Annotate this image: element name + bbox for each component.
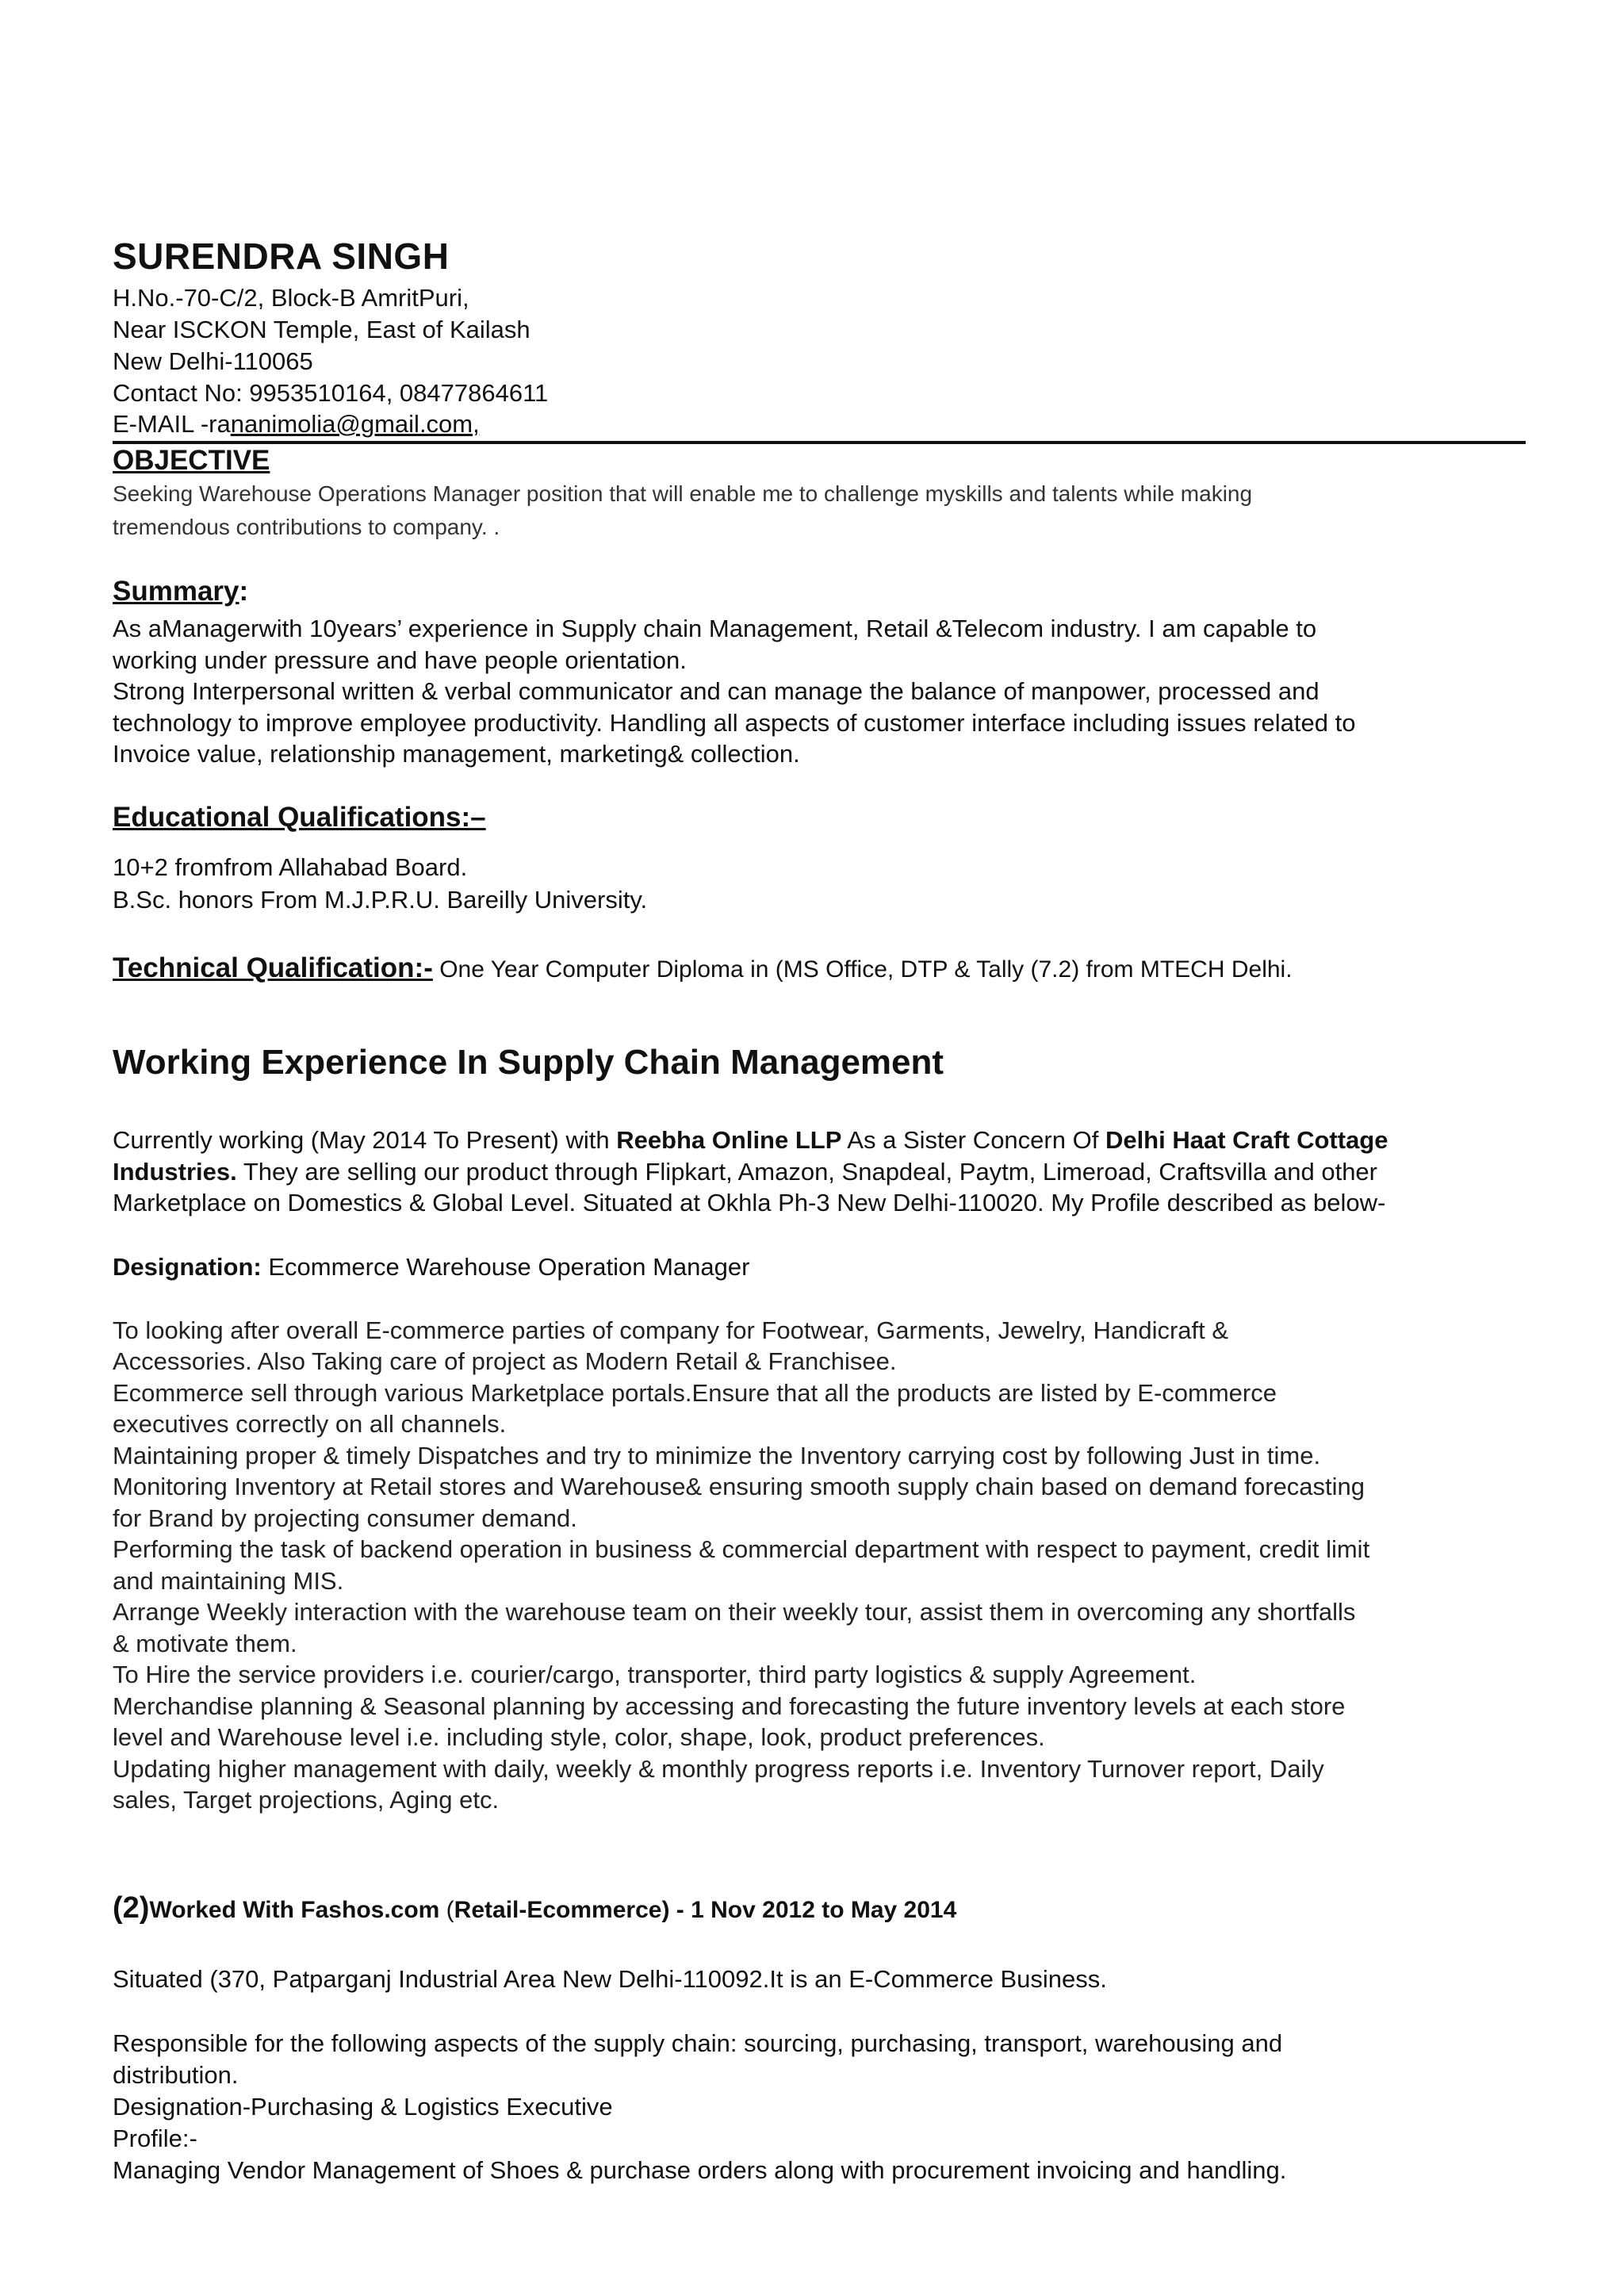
technical-qualification [113,952,1293,984]
summary-line: Invoice value, relationship management, marketing& collection. [113,740,800,768]
duty-line: Performing the task of backend operation in business & commercial department with respect to payment, credit limit [113,1535,1370,1563]
previous-profile-label: Profile:- [113,2125,197,2152]
previous-job-heading [113,1891,956,1925]
previous-paren: ( [439,1897,454,1923]
objective-line-2: tremendous contributions to company. . [113,515,500,539]
current-job-line-1 [113,1125,1388,1156]
duty-line: & motivate them. [113,1630,297,1657]
email-link[interactable]: nanimolia@gmail.com, [230,410,480,438]
duty-line: Merchandise planning & Seasonal planning by accessing and forecasting the future inventory levels at each store [113,1692,1346,1720]
duty-line: and maintaining MIS. [113,1567,344,1595]
designation-value: Ecommerce Warehouse Operation Manager [261,1253,750,1281]
summary-line: working under pressure and have people orientation. [113,646,687,674]
current-job-text: They are selling our product through Flipkart, Amazon, Snapdeal, Paytm, Limeroad, Craftsvilla and other [236,1158,1377,1186]
duty-line: for Brand by projecting consumer demand. [113,1504,577,1532]
candidate-name: SURENDRA SINGH [113,236,450,277]
contact-numbers: Contact No: 9953510164, 08477864611 [113,379,549,407]
education-line: 10+2 fromfrom Allahabad Board. [113,853,468,881]
previous-designation: Designation-Purchasing & Logistics Executive [113,2093,613,2121]
previous-managing: Managing Vendor Management of Shoes & purchase orders along with procurement invoicing and handling. [113,2156,1287,2184]
duty-line: sales, Target projections, Aging etc. [113,1786,500,1814]
experience-heading: Working Experience In Supply Chain Management [113,1043,944,1082]
designation-label: Designation: [113,1253,262,1281]
current-job-line-3: Marketplace on Domestics & Global Level. Situated at Okhla Ph-3 New Delhi-110020. My Profile described as below- [113,1189,1386,1216]
education-heading: Educational Qualifications:– [113,802,486,833]
summary-heading-wrap [113,576,248,607]
objective-line-1: Seeking Warehouse Operations Manager position that will enable me to challenge myskills and talents while making [113,481,1253,506]
parent-company: Delhi Haat Craft Cottage [1105,1126,1388,1154]
current-job-line-2 [113,1156,1377,1188]
address-line-2: Near ISCKON Temple, East of Kailash [113,316,530,343]
education-line: B.Sc. honors From M.J.P.R.U. Bareilly University. [113,886,648,914]
header-divider [113,441,1526,444]
duty-line: Accessories. Also Taking care of project as Modern Retail & Franchisee. [113,1347,897,1375]
address-line-1: H.No.-70-C/2, Block-B AmritPuri, [113,284,469,312]
previous-resp-line-1: Responsible for the following aspects of the supply chain: sourcing, purchasing, transport, warehousing and [113,2029,1283,2057]
previous-situated: Situated (370, Patparganj Industrial Area New Delhi-110092.It is an E-Commerce Business. [113,1965,1107,1993]
duty-line: Maintaining proper & timely Dispatches and try to minimize the Inventory carrying cost by following Just in time. [113,1442,1321,1469]
previous-job-number: (2) [113,1891,150,1925]
duty-line: level and Warehouse level i.e. including style, color, shape, look, product preferences. [113,1723,1045,1751]
duty-line: Monitoring Inventory at Retail stores and Warehouse& ensuring smooth supply chain based on demand forecasting [113,1473,1365,1500]
technical-text: One Year Computer Diploma in (MS Office, DTP & Tally (7.2) from MTECH Delhi. [432,956,1293,983]
duty-line: Arrange Weekly interaction with the warehouse team on their weekly tour, assist them in overcoming any shortfalls [113,1598,1356,1626]
previous-period: Retail-Ecommerce) - 1 Nov 2012 to May 2014 [454,1897,957,1923]
duty-line: To Hire the service providers i.e. courier/cargo, transporter, third party logistics & supply Agreement. [113,1661,1197,1688]
technical-heading: Technical Qualification:- [113,952,433,983]
summary-line: Strong Interpersonal written & verbal communicator and can manage the balance of manpower, processed and [113,677,1320,705]
previous-resp-line-2: distribution. [113,2061,239,2089]
previous-company: Worked With Fashos.com [149,1897,440,1923]
email-line [113,408,480,440]
parent-company-cont: Industries. [113,1158,237,1186]
current-job-text: Currently working (May 2014 To Present) with [113,1126,617,1154]
email-prefix: E-MAIL -ra [113,410,231,438]
duty-line: Updating higher management with daily, weekly & monthly progress reports i.e. Inventory Turnover report, Daily [113,1755,1324,1783]
summary-heading: Summary [113,576,239,607]
designation-line [113,1251,749,1283]
address-line-3: New Delhi-110065 [113,347,313,375]
summary-heading-colon: : [239,576,249,607]
duty-line: executives correctly on all channels. [113,1410,507,1438]
current-company: Reebha Online LLP [616,1126,842,1154]
objective-heading: OBJECTIVE [113,445,270,476]
current-job-text: As a Sister Concern Of [841,1126,1105,1154]
duty-line: To looking after overall E-commerce parties of company for Footwear, Garments, Jewelry, Handicraft & [113,1316,1229,1344]
summary-line: As aManagerwith 10years’ experience in Supply chain Management, Retail &Telecom industry. I am capable to [113,615,1317,642]
summary-line: technology to improve employee productivity. Handling all aspects of customer interface including issues related to [113,709,1356,737]
duty-line: Ecommerce sell through various Marketplace portals.Ensure that all the products are listed by E-commerce [113,1379,1277,1407]
